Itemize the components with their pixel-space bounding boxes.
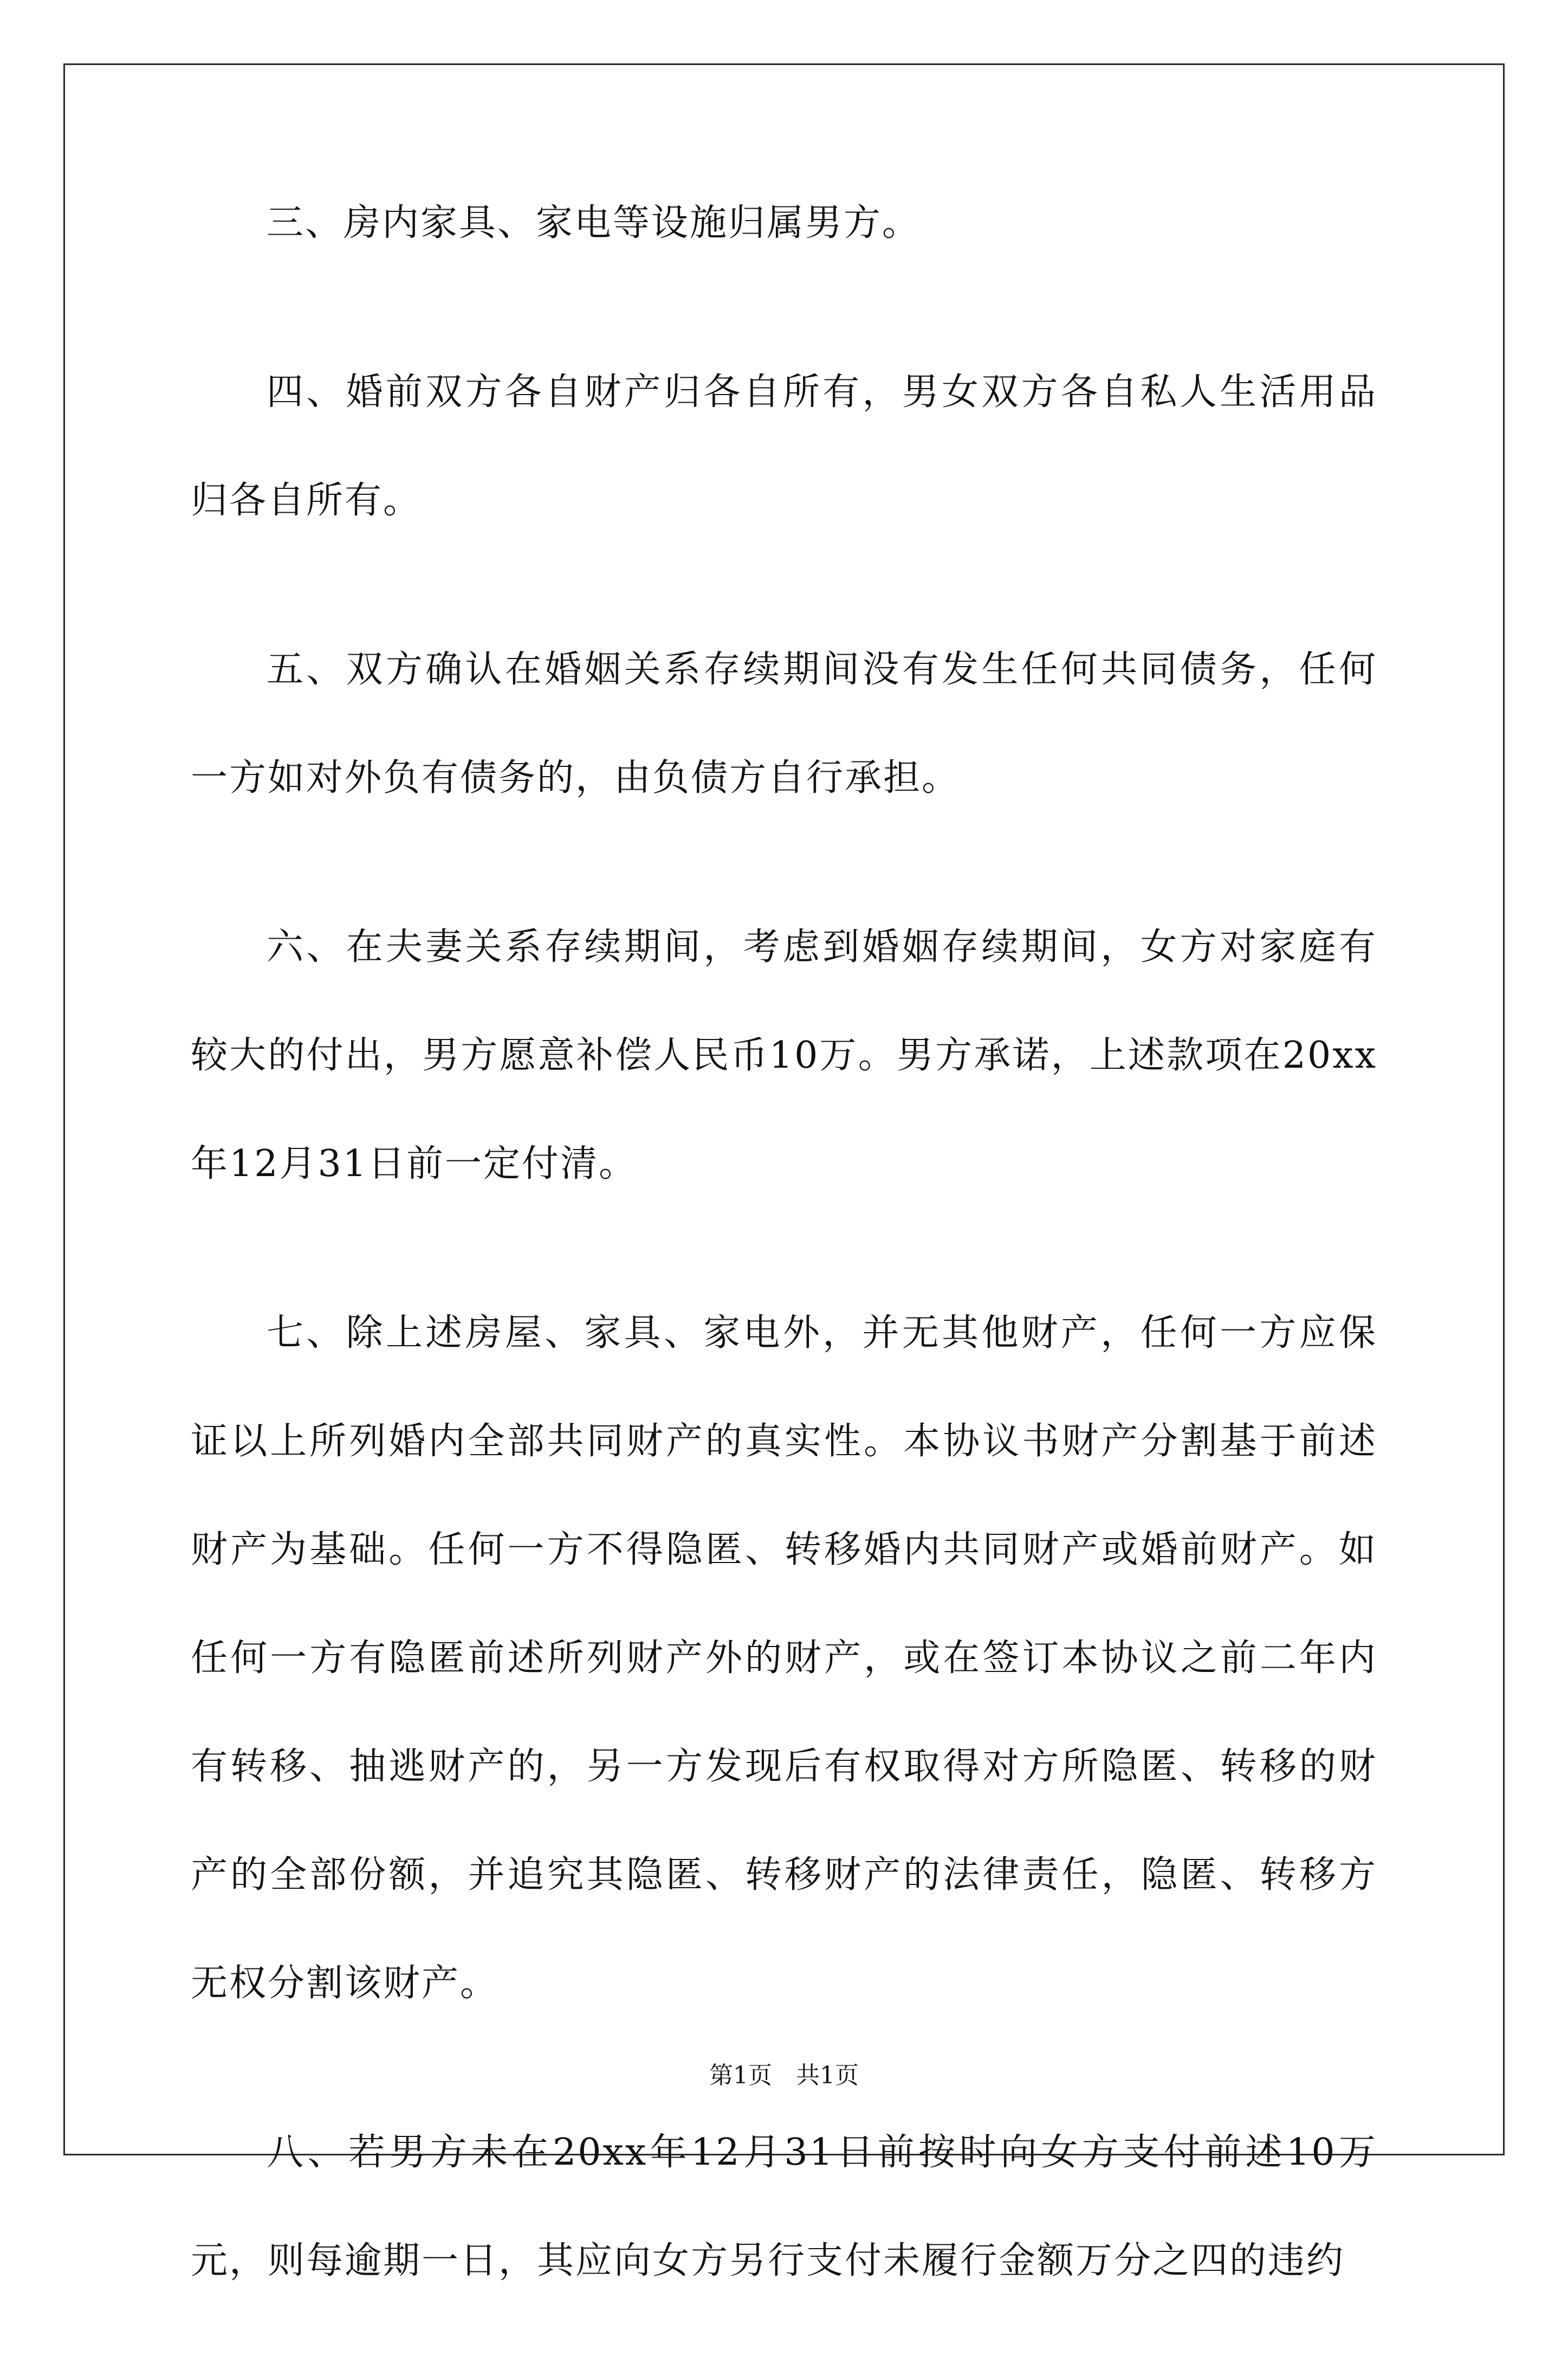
page-footer <box>0 2059 1568 2092</box>
paragraph-clause-4: 四、婚前双方各自财产归各自所有，男女双方各自私人生活用品归各自所有。 <box>191 371 1377 522</box>
page-number: 第1页 <box>709 2062 772 2089</box>
paragraph-clause-3: 三、房内家具、家电等设施归属男方。 <box>267 202 921 244</box>
document-body <box>191 202 1377 2376</box>
page-total: 共1页 <box>796 2062 859 2089</box>
paragraph-clause-6: 六、在夫妻关系存续期间，考虑到婚姻存续期间，女方对家庭有较大的付出，男方愿意补偿人民币10万。男方承诺，上述款项在20xx年12月31日前一定付清。 <box>191 926 1377 1185</box>
paragraph-clause-7: 七、除上述房屋、家具、家电外，并无其他财产，任何一方应保证以上所列婚内全部共同财产的真实性。本协议书财产分割基于前述财产为基础。任何一方不得隐匿、转移婚内共同财产或婚前财产。如任何一方有隐匿前述所列财产外的财产，或在签订本协议之前二年内有转移、抽逃财产的，另一方发现后有权取得对方所隐匿、转移的财产的全部份额，并追究其隐匿、转移财产的法律责任，隐匿、转移方无权分割该财产。 <box>191 1312 1377 2005</box>
paragraph-clause-8: 八、若男方未在20xx年12月31日前按时向女方支付前述10万元，则每逾期一日，其应向女方另行支付未履行金额万分之四的违约 <box>191 2131 1377 2282</box>
paragraph-clause-5: 五、双方确认在婚姻关系存续期间没有发生任何共同债务，任何一方如对外负有债务的，由负债方自行承担。 <box>191 648 1377 799</box>
